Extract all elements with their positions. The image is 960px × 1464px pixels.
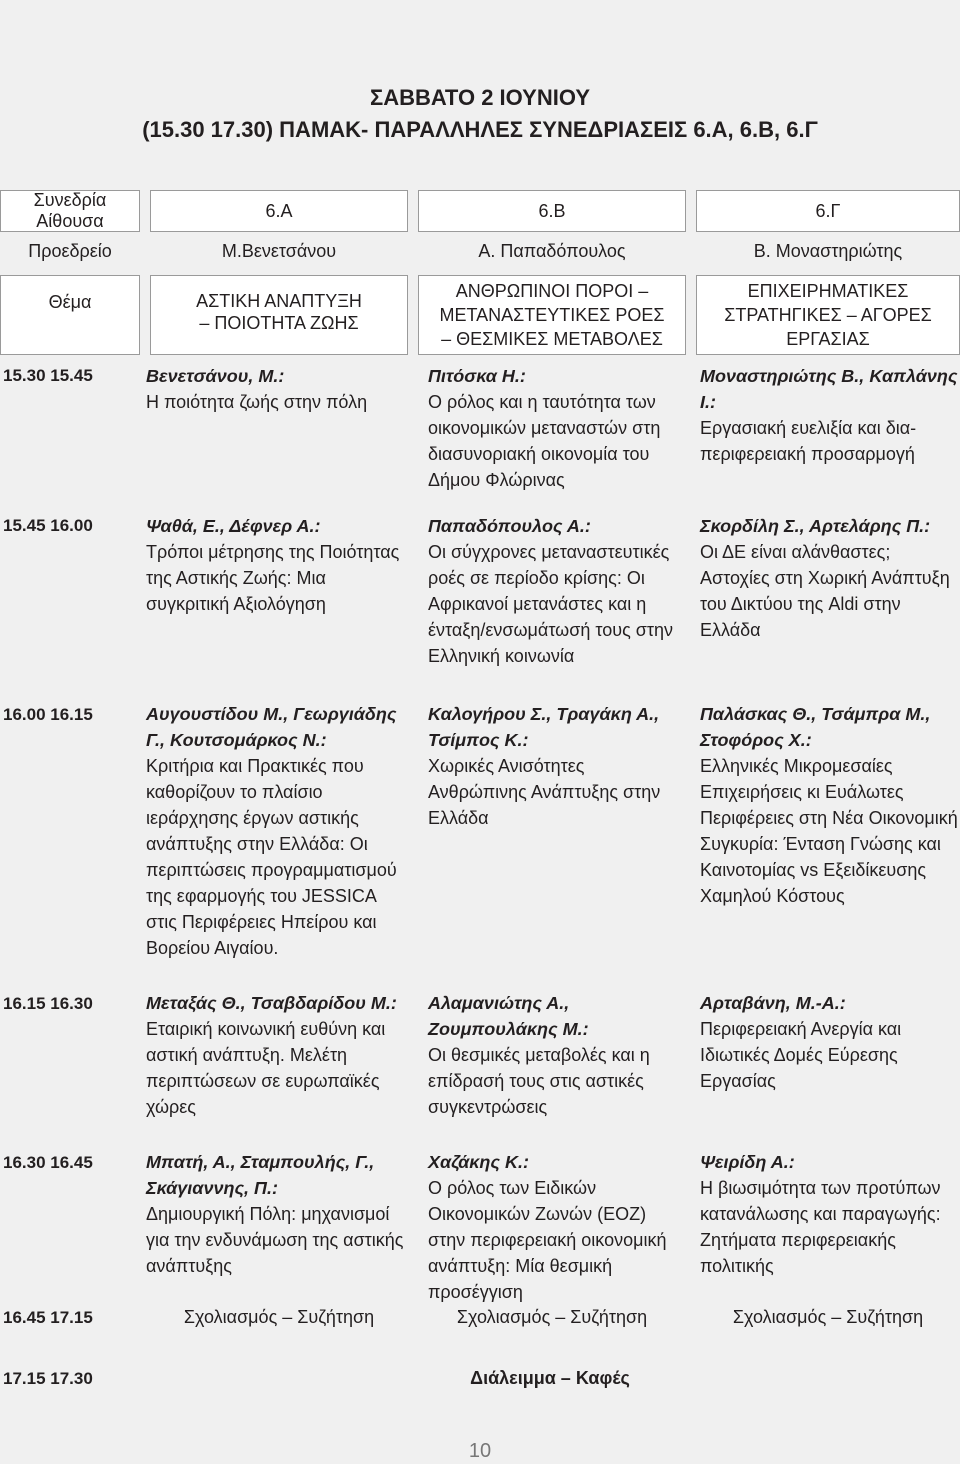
slot-time: 15.30 15.45: [3, 366, 93, 385]
discussion-time: 16.45 17.15: [3, 1308, 93, 1327]
paper-authors: Καλογήρου Σ., Τραγάκη Α., Τσίμπος Κ.:: [428, 704, 660, 750]
paper-cell: [428, 990, 686, 1120]
paper-cell: [700, 701, 958, 909]
session-6b-topic: ΑΝΘΡΩΠΙΝΟΙ ΠΟΡΟΙ – ΜΕΤΑΝΑΣΤΕΥΤΙΚΕΣ ΡΟΕΣ – ΘΕΣΜΙΚΕΣ ΜΕΤΑΒΟΛΕΣ: [439, 281, 665, 349]
paper-title: Κριτήρια και Πρακτικές που καθορίζουν το πλαίσιο ιεράρχησης έργων αστικής ανάπτυξης στην Ελλάδα: Οι περιπτώσεις προγραμματισμού της εφαρμογής του JESSICA στις Περιφέρειες Ηπείρου και Βορείου Αιγαίου.: [146, 756, 397, 958]
paper-title: Δημιουργική Πόλη: μηχανισμοί για την ενδυνάμωση της αστικής ανάπτυξης: [146, 1204, 404, 1276]
paper-title: Εργασιακή ευελιξία και δια-περιφερειακή προσαρμογή: [700, 418, 917, 464]
page-title-line2: (15.30 17.30) ΠΑΜΑΚ- ΠΑΡΑΛΛΗΛΕΣ ΣΥΝΕΔΡΙΑΣΕΙΣ 6.Α, 6.Β, 6.Γ: [142, 117, 818, 142]
paper-cell: [146, 990, 408, 1120]
page-title-line1: ΣΑΒΒΑΤΟ 2 ΙΟΥΝΙΟΥ: [370, 85, 590, 110]
paper-cell: [700, 363, 958, 467]
paper-authors: Σκορδίλη Σ., Αρτελάρης Π.:: [700, 516, 931, 536]
session-6a-id: 6.Α: [265, 201, 293, 221]
paper-cell: [146, 1149, 408, 1279]
paper-authors: Παπαδόπουλος Α.:: [428, 516, 591, 536]
paper-cell: [146, 363, 408, 415]
paper-title: Περιφερειακή Ανεργία και Ιδιωτικές Δομές Εύρεσης Εργασίας: [700, 1019, 902, 1091]
paper-title: Εταιρική κοινωνική ευθύνη και αστική ανάπτυξη. Μελέτη περιπτώσεων σε ευρωπαϊκές χώρες: [146, 1019, 386, 1117]
discussion-label-6b: Σχολιασμός – Συζήτηση: [456, 1307, 648, 1327]
paper-cell: [428, 701, 686, 831]
paper-authors: Μεταξάς Θ., Τσαβδαρίδου Μ.:: [146, 993, 397, 1013]
paper-authors: Μοναστηριώτης Β., Καπλάνης Ι.:: [700, 366, 958, 412]
paper-cell: [700, 990, 958, 1094]
paper-authors: Πιτόσκα Η.:: [428, 366, 526, 386]
discussion-label-6c: Σχολιασμός – Συζήτηση: [732, 1307, 924, 1327]
paper-title: Οι σύγχρονες μεταναστευτικές ροές σε περίοδο κρίσης: Οι Αφρικανοί μετανάστες και η ένταξη/ενσωμάτωσή τους στην Ελληνική κοινωνία: [428, 542, 673, 666]
session-6a-topic: ΑΣΤΙΚΗ ΑΝΑΠΤΥΞΗ – ΠΟΙΟΤΗΤΑ ΖΩΗΣ: [196, 291, 362, 333]
paper-authors: Παλάσκας Θ., Τσάμπρα Μ., Στοφόρος Χ.:: [700, 704, 931, 750]
paper-title: Οι θεσμικές μεταβολές και η επίδρασή τους στις αστικές συγκεντρώσεις: [428, 1045, 650, 1117]
paper-cell: [700, 513, 958, 643]
break-time: 17.15 17.30: [3, 1369, 93, 1388]
session-6a-chair: Μ.Βενετσάνου: [221, 241, 337, 261]
discussion-label-6a: Σχολιασμός – Συζήτηση: [183, 1307, 375, 1327]
paper-title: Η βιωσιμότητα των προτύπων κατανάλωσης και παραγωγής: Ζητήματα περιφερειακής πολιτικής: [700, 1178, 941, 1276]
paper-authors: Αυγουστίδου Μ., Γεωργιάδης Γ., Κουτσομάρκος Ν.:: [146, 704, 397, 750]
paper-cell: [700, 1149, 958, 1279]
session-6b-id: 6.Β: [538, 201, 566, 221]
paper-title: Χωρικές Ανισότητες Ανθρώπινης Ανάπτυξης στην Ελλάδα: [428, 756, 661, 828]
paper-cell: [428, 1149, 686, 1305]
slot-time: 15.45 16.00: [3, 516, 93, 535]
paper-title: Ο ρόλος των Ειδικών Οικονομικών Ζωνών (ΕΟΖ) στην περιφερειακή οικονομική ανάπτυξη: Μία θεσμική προσέγγιση: [428, 1178, 667, 1302]
session-6b-chair: Α. Παπαδόπουλος: [478, 241, 626, 261]
topic-label: Θέμα: [48, 292, 92, 312]
page-number: 10: [468, 1440, 492, 1462]
session-label: Συνεδρία Αίθουσα: [33, 190, 107, 231]
paper-cell: [428, 363, 686, 493]
slot-time: 16.30 16.45: [3, 1153, 93, 1172]
paper-authors: Ψαθά, Ε., Δέφνερ Α.:: [146, 516, 321, 536]
slot-time: 16.15 16.30: [3, 994, 93, 1013]
paper-authors: Μπατή, Α., Σταμπουλής, Γ., Σκάγιαννης, Π.:: [146, 1152, 375, 1198]
chair-label: Προεδρείο: [28, 241, 112, 261]
paper-authors: Αλαμανιώτης Α., Ζουμπουλάκης Μ.:: [428, 993, 589, 1039]
paper-title: Η ποιότητα ζωής στην πόλη: [146, 392, 368, 412]
break-label: Διάλειμμα – Καφές: [470, 1368, 630, 1388]
slot-time: 16.00 16.15: [3, 705, 93, 724]
paper-authors: Αρταβάνη, Μ.-Α.:: [700, 993, 846, 1013]
paper-title: Τρόποι μέτρησης της Ποιότητας της Αστικής Ζωής: Μια συγκριτική Αξιολόγηση: [146, 542, 400, 614]
paper-cell: [428, 513, 686, 669]
paper-authors: Χαζάκης Κ.:: [428, 1152, 529, 1172]
paper-cell: [146, 701, 408, 961]
topic-label-box: [0, 275, 140, 355]
session-6c-topic: ΕΠΙΧΕΙΡΗΜΑΤΙΚΕΣ ΣΤΡΑΤΗΓΙΚΕΣ – ΑΓΟΡΕΣ ΕΡΓΑΣΙΑΣ: [724, 281, 932, 349]
paper-cell: [146, 513, 408, 617]
paper-authors: Βενετσάνου, Μ.:: [146, 366, 285, 386]
paper-authors: Ψειρίδη Α.:: [700, 1152, 795, 1172]
paper-title: Ο ρόλος και η ταυτότητα των οικονομικών μεταναστών στη διασυνοριακή οικονομία του Δήμου Φλώρινας: [428, 392, 661, 490]
paper-title: Οι ΔΕ είναι αλάνθαστες; Αστοχίες στη Χωρική Ανάπτυξη του Δικτύου της Aldi στην Ελλάδα: [700, 542, 950, 640]
session-6c-id: 6.Γ: [815, 201, 841, 221]
session-6c-chair: Β. Μοναστηριώτης: [753, 241, 903, 261]
paper-title: Ελληνικές Μικρομεσαίες Επιχειρήσεις κι Ευάλωτες Περιφέρειες στη Νέα Οικονομική Συγκυρία: Ένταση Γνώσης και Καινοτομίας vs Εξειδίκευσης Χαμηλού Κόστους: [700, 756, 958, 906]
